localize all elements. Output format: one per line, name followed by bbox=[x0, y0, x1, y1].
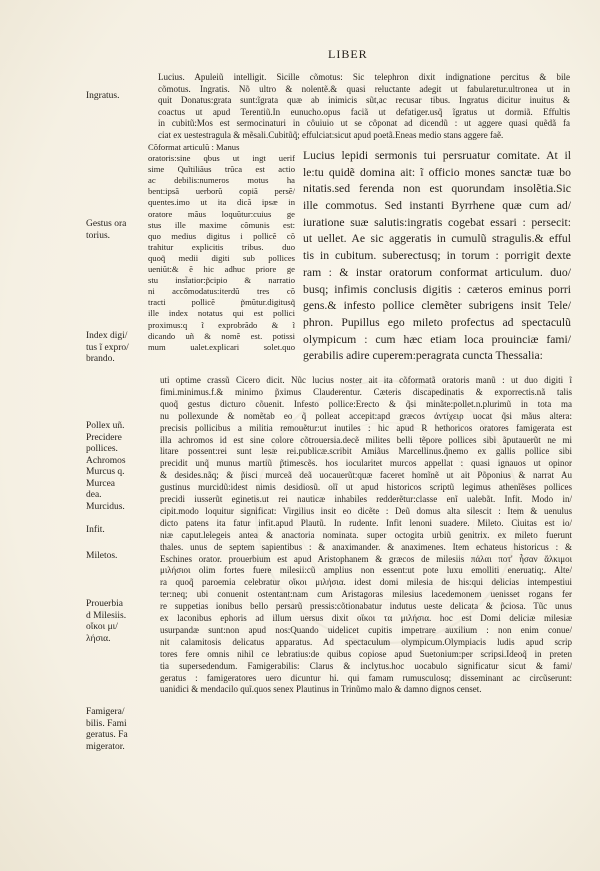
column-line: quo medius digitus i pollicẽ cõ bbox=[148, 230, 295, 241]
text-line: nit calamitosis delicatus apparatus. Ad spectaculum olympicum.Olympiacis ludis apud scrip bbox=[160, 636, 572, 647]
margin-note-prouerbia: Prouerbia d Milesiis. οἴκοι μι/ λήσια. bbox=[86, 599, 127, 644]
box-line: le:tu quidẽ domina ait: ĩ officio mones sanctæ tuæ bo bbox=[303, 165, 571, 179]
commentary-column-left bbox=[148, 142, 295, 353]
apuleius-text-box bbox=[303, 148, 571, 388]
text-line: re suppetias ionibus bello persarũ pressis:cõtionabatur indutus ueste delicata & p̃ciosa. Tũc unus bbox=[160, 601, 572, 612]
text-line: ter:neq; ubi conuenit ostentant:nam cum Aristagoras milesius lacedemonem uenisset rogans fer bbox=[160, 589, 572, 600]
text-line: quit Donatus:grata sunt:ĩgrata quæ ab inimicis sũt,ac recusar tibus. Ingratus dicitur inuitus & bbox=[158, 95, 570, 106]
text-line: uti optime crassũ Cicero dicit. Nũc lucius noster ait ita cõformatã oratoris manũ : ut duo digiti ĩ bbox=[160, 375, 572, 385]
column-line: oratore mãus loquũtur:cuius ge bbox=[148, 208, 295, 219]
text-line: precisis pollicibus a militia remouẽtur:ut inutiles : hic apud R hethoricos oratores famigerata est bbox=[160, 422, 572, 433]
column-line: bent:ipsã uerborũ copiã persẽ/ bbox=[148, 186, 295, 197]
text-line: niæ caput.lelegeis antea & anactoria nominata. super octogita urbiũ genitrix. ex mileto fuerunt bbox=[160, 529, 572, 540]
text-line: Lucius. Apuleiũ intelligit. Sicille cõmotus: Sic telephron dixit indignatione percitus & bile bbox=[158, 72, 570, 82]
box-line: ille commotus. Sed instanti Byrrhene quæ cum ad/ bbox=[303, 199, 571, 213]
column-line: proximus:q ĩ exprobrãdo & ĩ bbox=[148, 319, 295, 330]
text-line: uanidici & mendacilo quĩ.quos senex Plautinus in Trinũmo malo & damno dignos censet. bbox=[160, 684, 482, 695]
text-line: geratus : famigeratores uero dicuntur hi. qui famam rumusculosq; disseminant ac circũserunt: bbox=[160, 672, 572, 683]
text-line: ciat ex uestestragula & mẽsali.Cubitũq̃; effulciat:sicut apud poetã.Eneas medio stans aggere faẽ. bbox=[158, 130, 504, 140]
text-line: thales. unus de septem sapientibus : & anaximander. & anaximenes. Item echateus historicus : & bbox=[160, 541, 572, 552]
running-head: LIBER bbox=[328, 47, 368, 61]
box-line: Lucius lepidi sermonis tui persruatur comitate. At il bbox=[303, 149, 571, 162]
text-line: usurpandæ sunt:non apud nos:Quando uidelicet cupitis impetrare auxilium : non enim conue/ bbox=[160, 624, 572, 635]
text-line: & desides.nãq; & p̃isci murceã deã uocauerũt:quæ faceret homĩnẽ ut ait Põponius & narrat Au bbox=[160, 470, 572, 481]
box-line: busq; infimis conclusis digitis : cæteros eminus porri bbox=[303, 282, 571, 296]
margin-note-miletos: Miletos. bbox=[86, 551, 118, 561]
margin-note-famigera: Famigera/ bilis. Fami geratus. Fa migerator. bbox=[86, 707, 128, 752]
column-line: ueniũt:& ẽ hic adhuc priore ge bbox=[148, 264, 295, 275]
box-line: tis in cubitum. suberectusq; in torum : porrigit dexte bbox=[303, 249, 571, 263]
text-line: precidit unq̃ munus martiũ p̃timescẽs. hos iocularitet murcos appellat : quasi ignauos ut opinor bbox=[160, 458, 572, 469]
box-line: ram : & instar oratorum conformat articulum. duo/ bbox=[303, 265, 571, 279]
text-line: tores fere omnis nihil ce lebratius:de quibus copiose apud Suetonium:per scripsi.Ideoq̃ in preten bbox=[160, 648, 572, 659]
box-line: iuratione suæ salutis:ingratis cogebat essari : persecit: bbox=[303, 215, 571, 229]
column-line: Cõformat articulũ : Manus bbox=[148, 142, 240, 152]
box-line: gens.& infesto pollice clemẽter subrigens insit Tele/ bbox=[303, 299, 571, 313]
margin-note-ingratus: Ingratus. bbox=[86, 91, 120, 101]
column-line: ac debilis:numeros motus ha bbox=[148, 175, 295, 186]
text-line: ra quoq̃ paroemia celebratur οἴκοι μιλήσια. idest domi milesia de his:qui delicias intempestiui bbox=[160, 577, 572, 588]
text-line: cõmotus. Ingratis. Nõ ultro & nolentẽ.& quasi reluctante adegit ut fabularetur.ultronea ut in bbox=[158, 83, 570, 94]
margin-note-index: Index digi/ tus ĩ expro/ brando. bbox=[86, 331, 129, 364]
text-line: gustinus murcidũ:idest nimis desidiosũ. olĩ ut apud historicos scriptũ legimus athenĩẽses pollices bbox=[160, 482, 572, 493]
text-line: Eschines orator. prouerbium est apud Aristophanem & græcos de milesiis πάλαι ποτ' ἦσαν ἄλκιμοι bbox=[160, 553, 572, 564]
column-line: ille index notatus qui est pollici bbox=[148, 308, 295, 319]
text-line: μιλήσιοι olim fortes fuere milesii:cũ amplius non essent:ut pote luxu emolliti eneruatiq;. Alte/ bbox=[160, 565, 572, 576]
column-line: stu inst̃atior:p̃cipio & narratio bbox=[148, 275, 295, 286]
margin-note-infit: Infit. bbox=[86, 525, 105, 535]
text-line: nu pollexunde & nomẽtab eo q̃ polleat accepit:apd græcos ἀντίχειρ uocat q̃si mãus altera: bbox=[160, 410, 572, 421]
text-line: litare possent:rei sunt lesæ rei.publicæ.scribit Amiãus Marcellinus.q̃nemo ex gallis pollice sibi bbox=[160, 446, 572, 457]
column-line: ni accõmodatus:iterdũ tres cõ bbox=[148, 286, 295, 297]
margin-note-pollex: Pollex uñ. Precidere pollices. Achromos Murcus q. Murcea dea. Murcidus. bbox=[86, 421, 126, 512]
text-line: dicto patens ita fatur infit.apud Plautũ. In rudente. Infit lenoni suadere. Mileto. Ciuitas est io/ bbox=[160, 517, 572, 528]
text-line: fimi.minimus.f.& minimo p̃ximus Clauderentur. Cæteris discapedinatis & exporrectis.nã talis bbox=[160, 386, 572, 397]
column-line: sime Quĩtiliãus trũca est actio bbox=[148, 164, 295, 175]
column-line: tracti pollicẽ p̃mũtur.digitusq̃ bbox=[148, 297, 295, 308]
text-line: illa achromos id est sine colore cõtrouersia.decẽ milites belli tẽpore pollices sibi ãputauerũt ne mi bbox=[160, 434, 572, 445]
column-line: dicando uñ & nomẽ est. potissi bbox=[148, 330, 295, 341]
text-line: ex laconibus ephoris ad illum uersus dixit οἴκοι τα μιλήσια. hoc est Domi deliciæ milesiæ bbox=[160, 613, 572, 623]
column-line: stus ille maxime cõmunis est: bbox=[148, 219, 295, 230]
text-line: cipit.modo loquitur significat: Virgilius insit eo dicẽte : Deũ domus alta silescit : Item & uenulus bbox=[160, 505, 572, 516]
box-line: olympicum : cum hæc etiam loca prouinciæ fami/ bbox=[303, 332, 571, 346]
column-line: mum ualet.explicari solet.quo bbox=[148, 341, 295, 352]
column-line: quoq̃ medii digiti sub pollices bbox=[148, 252, 295, 263]
box-line: phron. Pupillus ego mileto profectus ad spectaculũ bbox=[303, 315, 571, 329]
text-line: quoq̃ gestus dicturo cõuenit. Infesto pollice:Erecto & q̃si minãte:pollet.n.plurimũ in tota ma bbox=[160, 398, 572, 409]
text-line: in cubitũ:Mos est sermocinaturi in côuiuio ut se côponat ad dicendũ : ut aggere quasi quẽdã fa bbox=[158, 118, 570, 129]
column-line: quentes.imo ut ita dicã ipsæ in bbox=[148, 197, 295, 208]
text-line: coactus ut apud Terentiũ.In eunucho.opus faciã ut defatiger.usq̃ ĩgratus ut dormiã. Effultis bbox=[158, 106, 570, 117]
box-line: gerabilis adire cuperem:peragrata cuncta Thessalia: bbox=[303, 349, 543, 363]
text-line: precidi iusserũt eginetis.ut rei nauticæ inhabiles redderẽtur:classe enĩ ualebãt. Infit. Modo in/ bbox=[160, 494, 572, 504]
box-line: ut uellet. Ae sic aggeratis in cumulũ stragulis.& efful bbox=[303, 232, 571, 246]
margin-note-gestus: Gestus ora torius. bbox=[86, 219, 127, 241]
column-line: trahitur explicitis tribus. duo bbox=[148, 241, 295, 252]
text-line: tia supersedendum. Famigerabilis: Clarus & inclytus.hoc uocabulo significatur sicut & fami/ bbox=[160, 660, 572, 671]
box-line: nitatis.sed ferenda non est quorundam insolẽtia.Sic bbox=[303, 182, 571, 196]
column-line: oratoris:sine qbus ut ingt uerif bbox=[148, 153, 295, 164]
